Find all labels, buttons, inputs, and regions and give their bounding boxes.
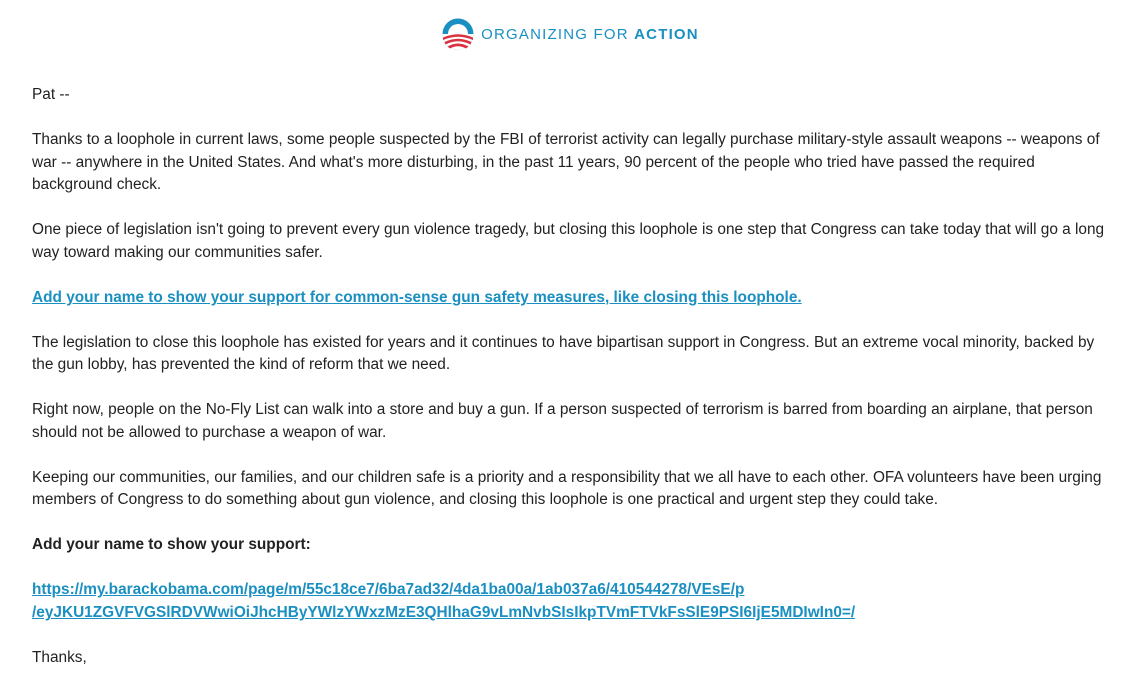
cta-link[interactable]: Add your name to show your support for common-sense gun safety measures, like closing this loophole. (32, 288, 802, 306)
cta-paragraph (32, 287, 1107, 310)
support-heading: Add your name to show your support: (32, 536, 311, 554)
support-url-line-2: /eyJKU1ZGVFVGSlRDVWwiOiJhcHByYWlzYWxzMzE3QHlhaG9vLmNvbSIsIkpTVmFTVkFsSlE9PSI6IjE5MDIwIn0=/ (32, 604, 856, 622)
ofa-logo[interactable] (442, 18, 699, 50)
paragraph-loophole: Thanks to a loophole in current laws, some people suspected by the FBI of terrorist activity can legally purchase military-style assault weapons -- weapons of war -- anywhere in the United States. And what's more disturbing, in the past 11 years, 90 percent of the people who tried have passed the required background check. (32, 130, 1100, 194)
ofa-logo-icon (442, 18, 474, 50)
email-body (32, 84, 1107, 692)
salutation: Pat -- (32, 86, 70, 103)
paragraph-communities: Keeping our communities, our families, and our children safe is a priority and a responsibility that we all have to each other. OFA volunteers have been urging members of Congress to do something about gun violence, and closing this loophole is one practical and urgent step they could take. (32, 468, 1102, 509)
logo-wordmark (481, 26, 699, 43)
paragraph-legislation: One piece of legislation isn't going to prevent every gun violence tragedy, but closing this loophole is one step that Congress can take today that will go a long way toward making our communities safer. (32, 221, 1105, 261)
support-url-line-1: https://my.barackobama.com/page/m/55c18ce7/6ba7ad32/4da1ba00a/1ab037a6/410544278/VEsE/p (32, 581, 745, 599)
paragraph-no-fly-list: Right now, people on the No-Fly List can walk into a store and buy a gun. If a person suspected of terrorism is barred from boarding an airplane, that person should not be allowed to purchase a weapon of war. (32, 401, 1093, 441)
support-url-paragraph (32, 579, 1107, 624)
support-url-link[interactable] (32, 581, 855, 621)
email-header (0, 16, 1141, 52)
paragraph-bipartisan: The legislation to close this loophole has existed for years and it continues to have bipartisan support in Congress. But an extreme vocal minority, backed by the gun lobby, has prevented the kind of reform that we need. (32, 333, 1095, 374)
logo-text-bold: ACTION (634, 25, 699, 43)
logo-text-regular: ORGANIZING FOR (481, 25, 635, 43)
signoff: Thanks, (32, 649, 87, 667)
